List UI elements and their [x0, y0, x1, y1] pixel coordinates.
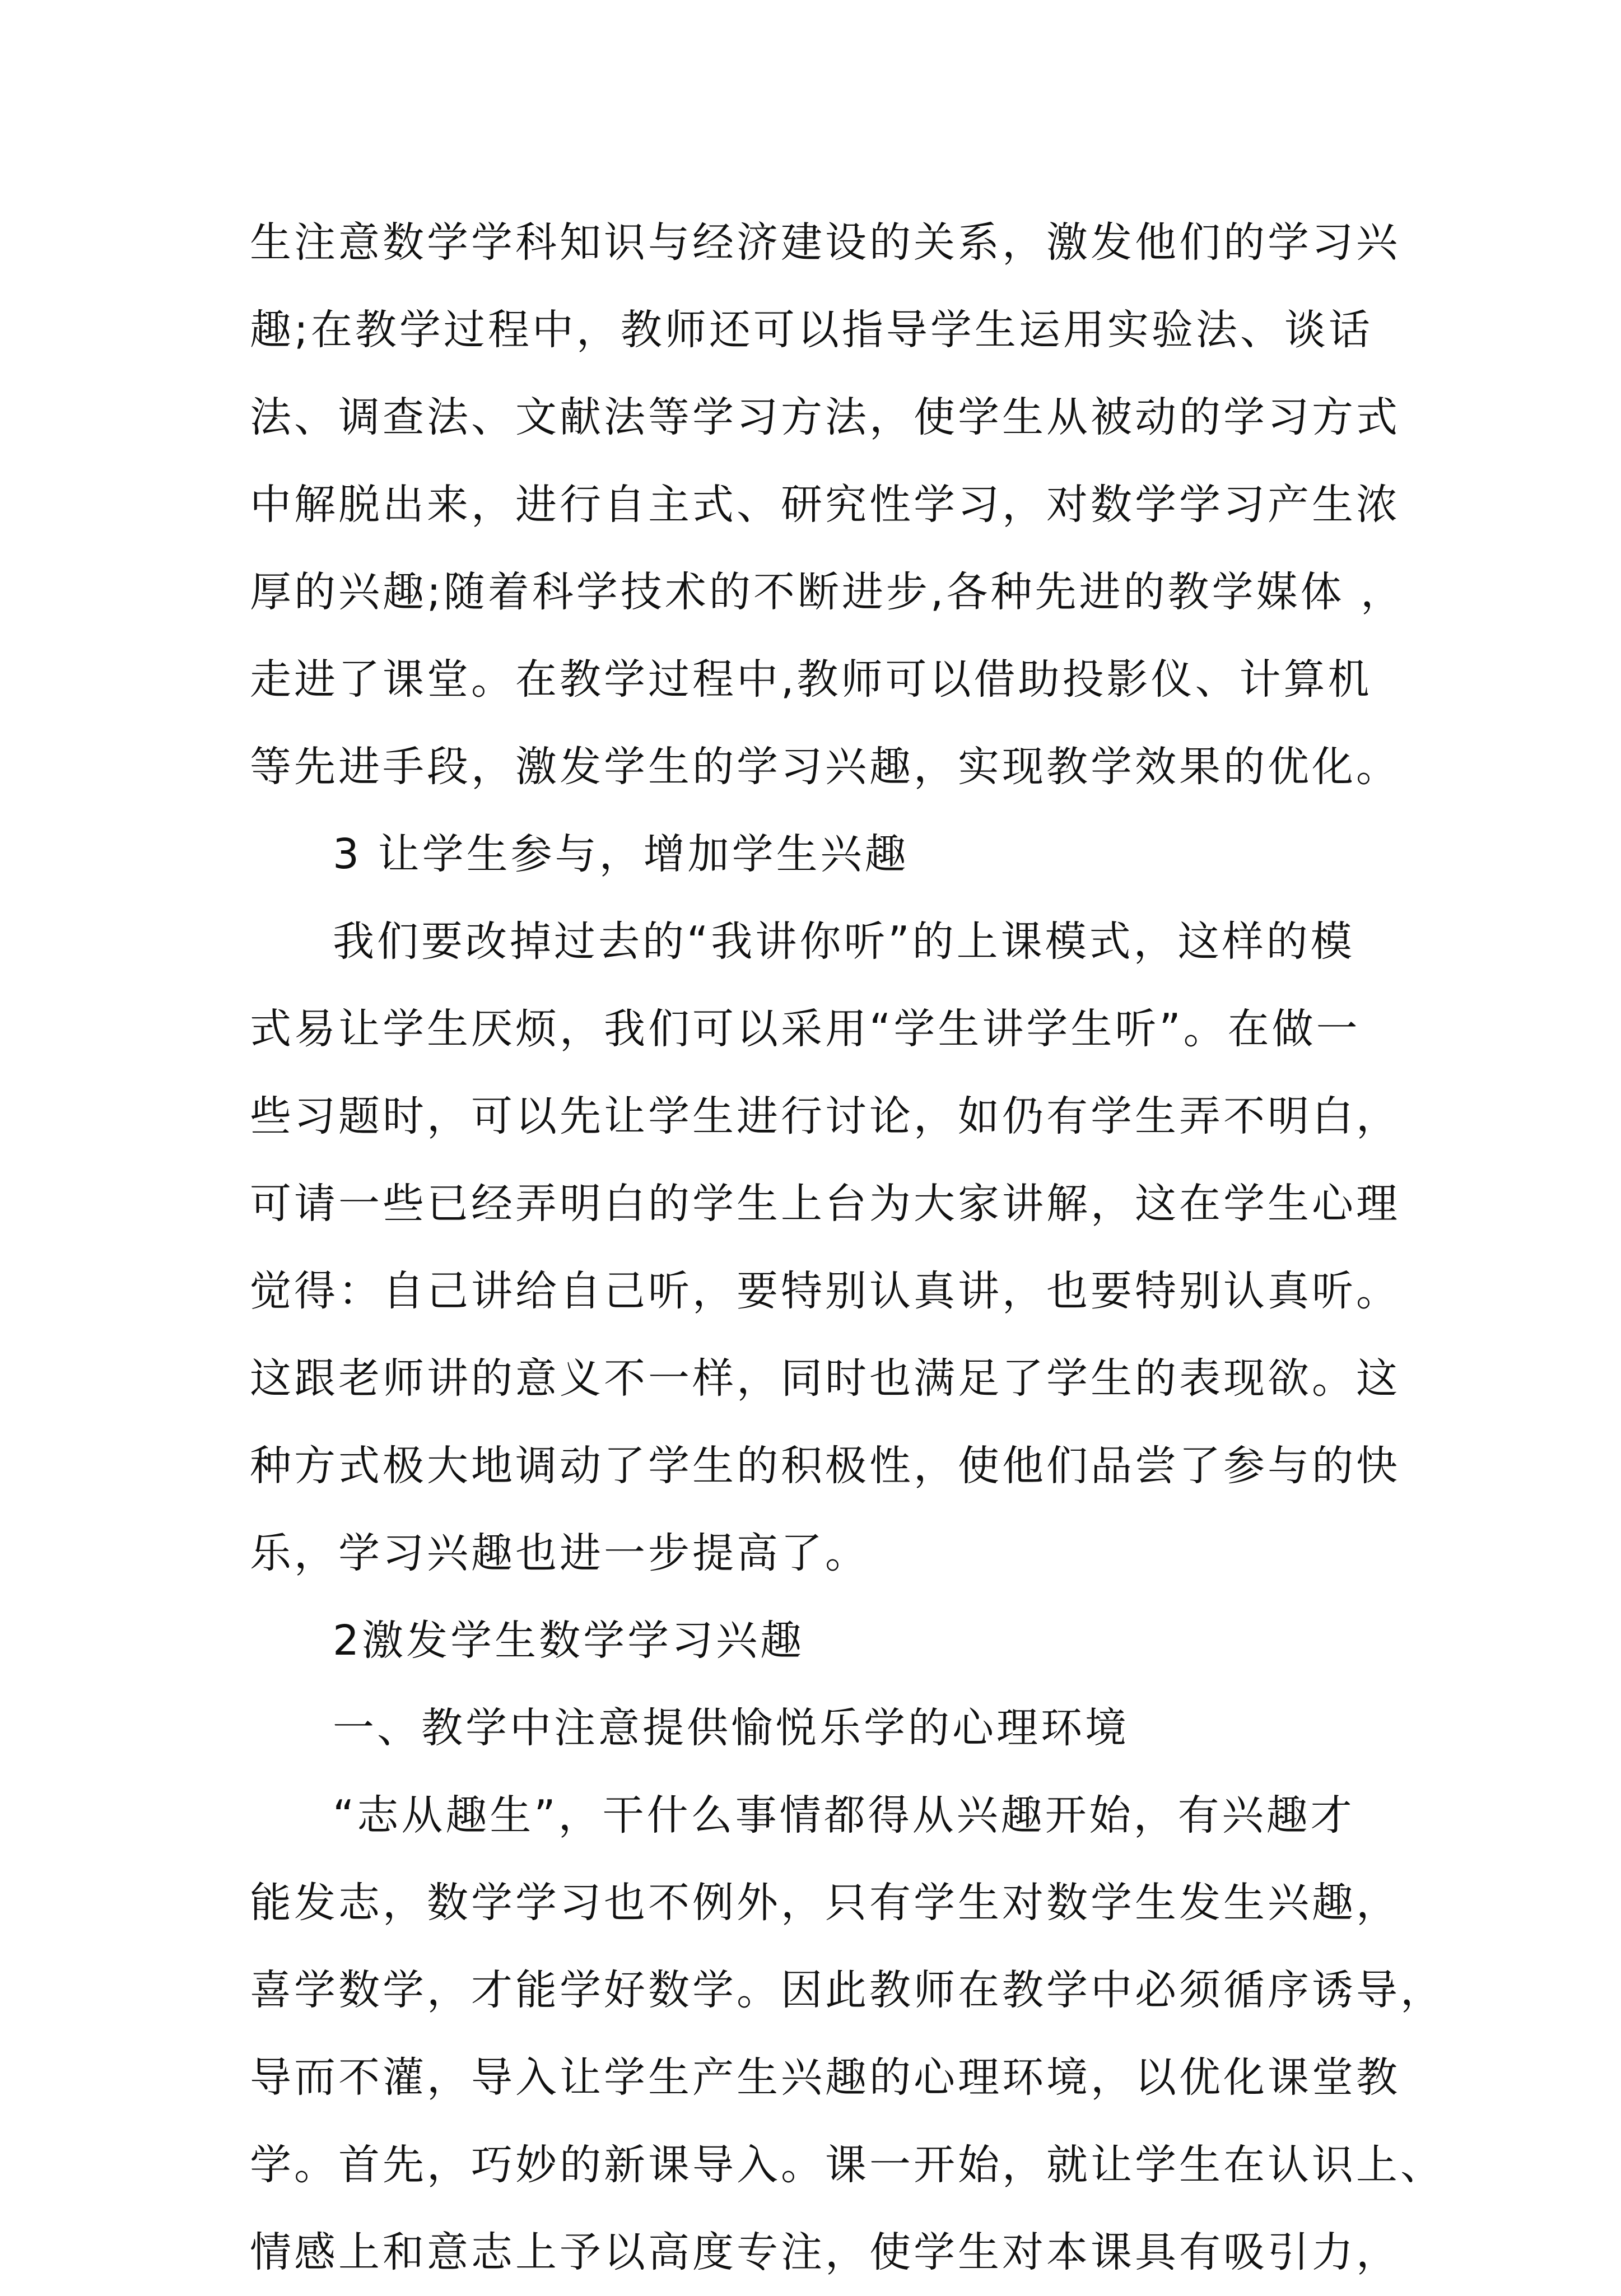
text-line-14: 这跟老师讲的意义不一样，同时也满足了学生的表现欲。这 [250, 1354, 1400, 1403]
text-line-21: 喜学数学，才能学好数学。因此教师在教学中必须循序诱导， [250, 1966, 1445, 2014]
text-line-15: 种方式极大地调动了学生的积极性，使他们品尝了参与的快 [250, 1442, 1400, 1490]
text-line-1: 生注意数学学科知识与经济建设的关系，激发他们的学习兴 [250, 218, 1400, 267]
text-line-7: 等先进手段，激发学生的学习兴趣，实现教学效果的优化。 [250, 743, 1400, 791]
text-line-24: 情感上和意志上予以高度专注，使学生对本课具有吸引力， [250, 2228, 1400, 2276]
text-line-13: 觉得：自己讲给自己听，要特别认真讲，也要特别认真听。 [250, 1267, 1400, 1315]
document-body [250, 199, 1445, 2296]
text-line-10: 式易让学生厌烦，我们可以采用“学生讲学生听”。在做一 [250, 1005, 1361, 1053]
text-line-6: 走进了课堂。在教学过程中,教师可以借助投影仪、计算机 [250, 655, 1372, 704]
text-line-5: 厚的兴趣;随着科学技术的不断进步,各种先进的教学媒体 ， [250, 568, 1405, 616]
text-line-3: 法、调查法、文献法等学习方法，使学生从被动的学习方式 [250, 393, 1400, 441]
subsection-heading-environment: 一、教学中注意提供愉悦乐学的心理环境 [333, 1704, 1129, 1752]
text-line-4: 中解脱出来，进行自主式、研究性学习，对数学学习产生浓 [250, 481, 1400, 529]
paragraph-start-participation: 我们要改掉过去的“我讲你听”的上课模式，这样的模 [333, 918, 1355, 966]
text-line-11: 些习题时，可以先让学生进行讨论，如仍有学生弄不明白， [250, 1092, 1400, 1140]
text-line-2: 趣;在教学过程中，教师还可以指导学生运用实验法、谈话 [250, 306, 1373, 354]
text-line-20: 能发志，数学学习也不例外，只有学生对数学生发生兴趣， [250, 1879, 1400, 1927]
text-line-22: 导而不灌，导入让学生产生兴趣的心理环境，以优化课堂教 [250, 2053, 1400, 2102]
text-line-23: 学。首先，巧妙的新课导入。课一开始，就让学生在认识上、 [250, 2141, 1445, 2189]
section-heading-participation: 3 让学生参与，增加学生兴趣 [333, 830, 909, 878]
section-heading-interest: 2激发学生数学学习兴趣 [333, 1617, 805, 1665]
text-line-16: 乐，学习兴趣也进一步提高了。 [250, 1529, 869, 1577]
paragraph-start-environment: “志从趣生”，干什么事情都得从兴趣开始，有兴趣才 [333, 1791, 1355, 1839]
text-line-12: 可请一些已经弄明白的学生上台为大家讲解，这在学生心理 [250, 1180, 1400, 1228]
